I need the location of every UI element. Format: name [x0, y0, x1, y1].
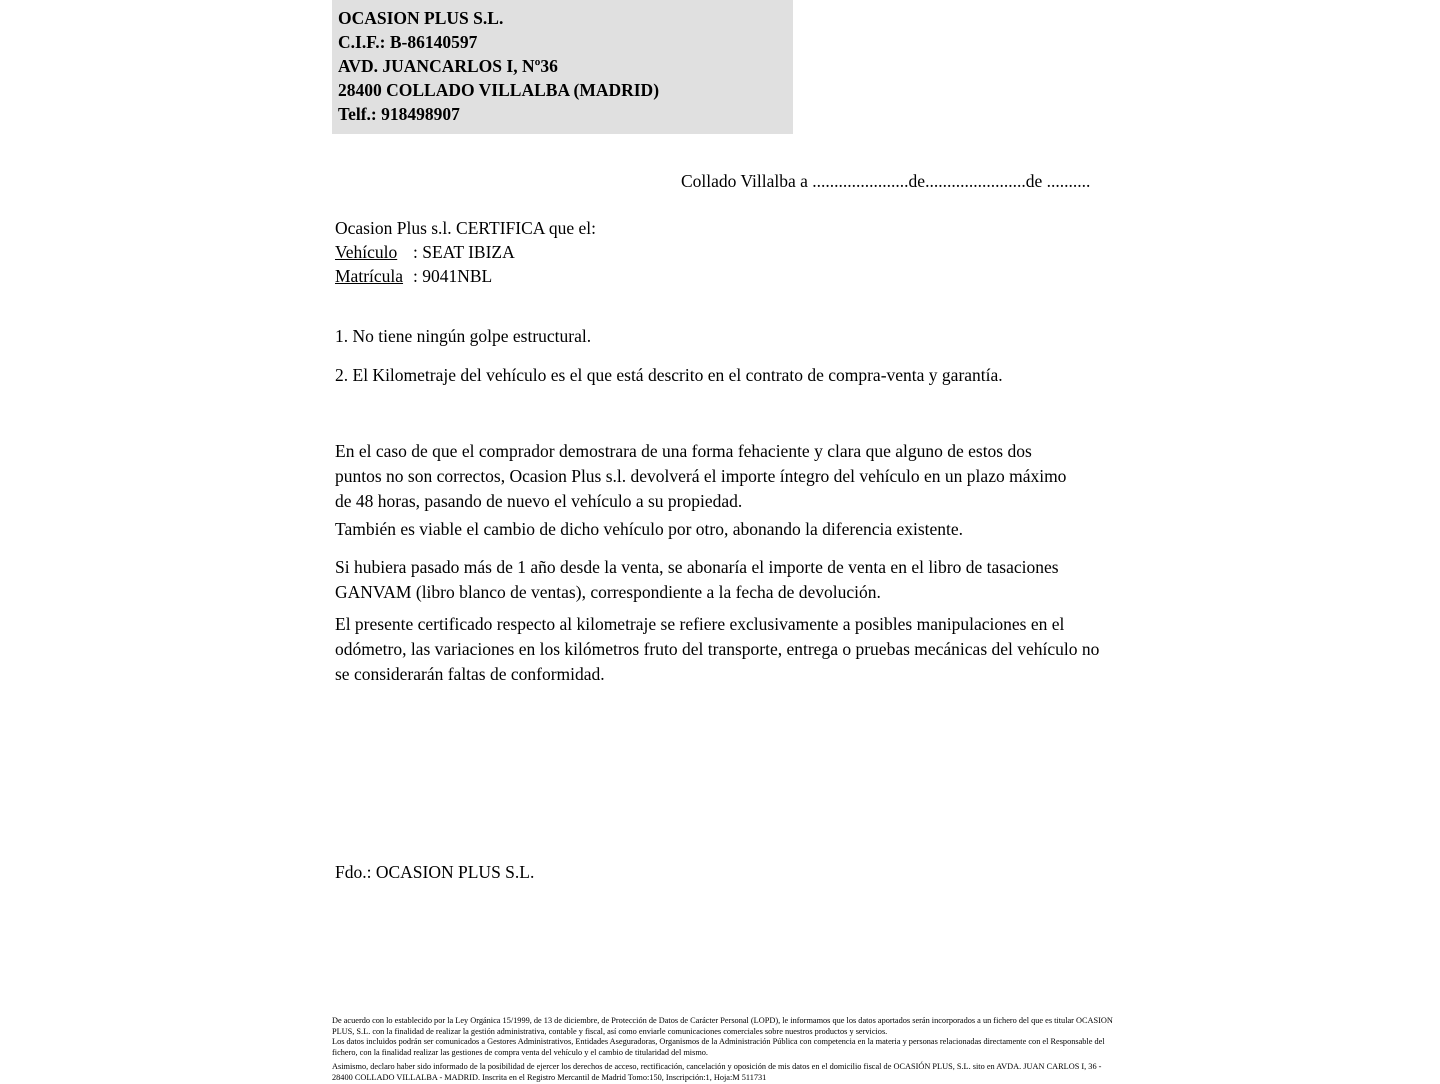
- paragraph-refund-terms: En el caso de que el comprador demostrara de una forma fehaciente y clara que alguno de estos dos puntos no son correctos, Ocasion Plus s.l. devolverá el importe íntegro del vehículo en un plazo máximo de 48 horas, pasando de nuevo el vehículo a su propiedad.: [335, 441, 1067, 511]
- place-and-date-line: Collado Villalba a ......................de.......................de ..........: [681, 171, 1091, 191]
- certified-point-1: 1. No tiene ningún golpe estructural.: [335, 326, 592, 346]
- company-phone: Telf.: 918498907: [338, 104, 460, 124]
- company-city: 28400 COLLADO VILLALBA (MADRID): [338, 80, 660, 100]
- company-street: AVD. JUANCARLOS I, Nº36: [338, 56, 558, 76]
- plate-row: [335, 264, 596, 288]
- company-name: OCASION PLUS S.L.: [338, 8, 504, 28]
- company-cif: C.I.F.: B-86140597: [338, 32, 478, 52]
- legal-paragraph-1: De acuerdo con lo establecido por la Ley Orgánica 15/1999, de 13 de diciembre, de Protección de Datos de Carácter Personal (LOPD), le informamos que los datos aportados serán incorporados a un fichero del que es titular OCASION PLUS, S.L. con la finalidad de realizar la gestión administrativa, contable y fiscal, así como enviarle comunicaciones comerciales sobre nuestros productos y servicios.: [332, 1016, 1113, 1036]
- certified-point-2: 2. El Kilometraje del vehículo es el que está descrito en el contrato de compra-venta y garantía.: [335, 365, 1003, 385]
- legal-paragraph-2: Los datos incluidos podrán ser comunicados a Gestores Administrativos, Entidades Aseguradoras, Organismos de la Administración Pública con competencia en la materia y personas relacionadas directamente con el Responsable del fichero, con la finalidad realizar las gestiones de compra venta del vehículo y el cambio de titularidad del mismo.: [332, 1037, 1105, 1057]
- legal-paragraph-3: Asimismo, declaro haber sido informado de la posibilidad de ejercer los derechos de acceso, rectificación, cancelación y oposición de mis datos en el domicilio fiscal de OCASIÓN PLUS, S.L. sito en AVDA. JUAN CARLOS I, 36 - 28400 COLLADO VILLALBA - MADRID. Inscrita en el Registro Mercantil de Madrid Tomo:150, Inscripción:1, Hoja:M 511731: [332, 1062, 1102, 1082]
- plate-value: : 9041NBL: [413, 266, 493, 286]
- vehicle-row: [335, 240, 596, 264]
- vehicle-label: Vehículo: [335, 242, 398, 262]
- signature-line: Fdo.: OCASION PLUS S.L.: [335, 862, 535, 882]
- legal-notice: [332, 1016, 1122, 1084]
- certification-block: [335, 216, 596, 288]
- company-header-box: [332, 0, 793, 134]
- paragraph-odometer-scope: El presente certificado respecto al kilometraje se refiere exclusivamente a posibles manipulaciones en el odómetro, las variaciones en los kilómetros fruto del transporte, entrega o pruebas mecánicas del vehículo no se considerarán faltas de conformidad.: [335, 614, 1100, 684]
- plate-label: Matrícula: [335, 266, 404, 286]
- certify-intro: Ocasion Plus s.l. CERTIFICA que el:: [335, 218, 596, 238]
- paragraph-after-one-year: Si hubiera pasado más de 1 año desde la venta, se abonaría el importe de venta en el libro de tasaciones GANVAM (libro blanco de ventas), correspondiente a la fecha de devolución.: [335, 557, 1059, 602]
- paragraph-exchange-option: También es viable el cambio de dicho vehículo por otro, abonando la diferencia existente.: [335, 519, 964, 539]
- vehicle-value: : SEAT IBIZA: [413, 242, 515, 262]
